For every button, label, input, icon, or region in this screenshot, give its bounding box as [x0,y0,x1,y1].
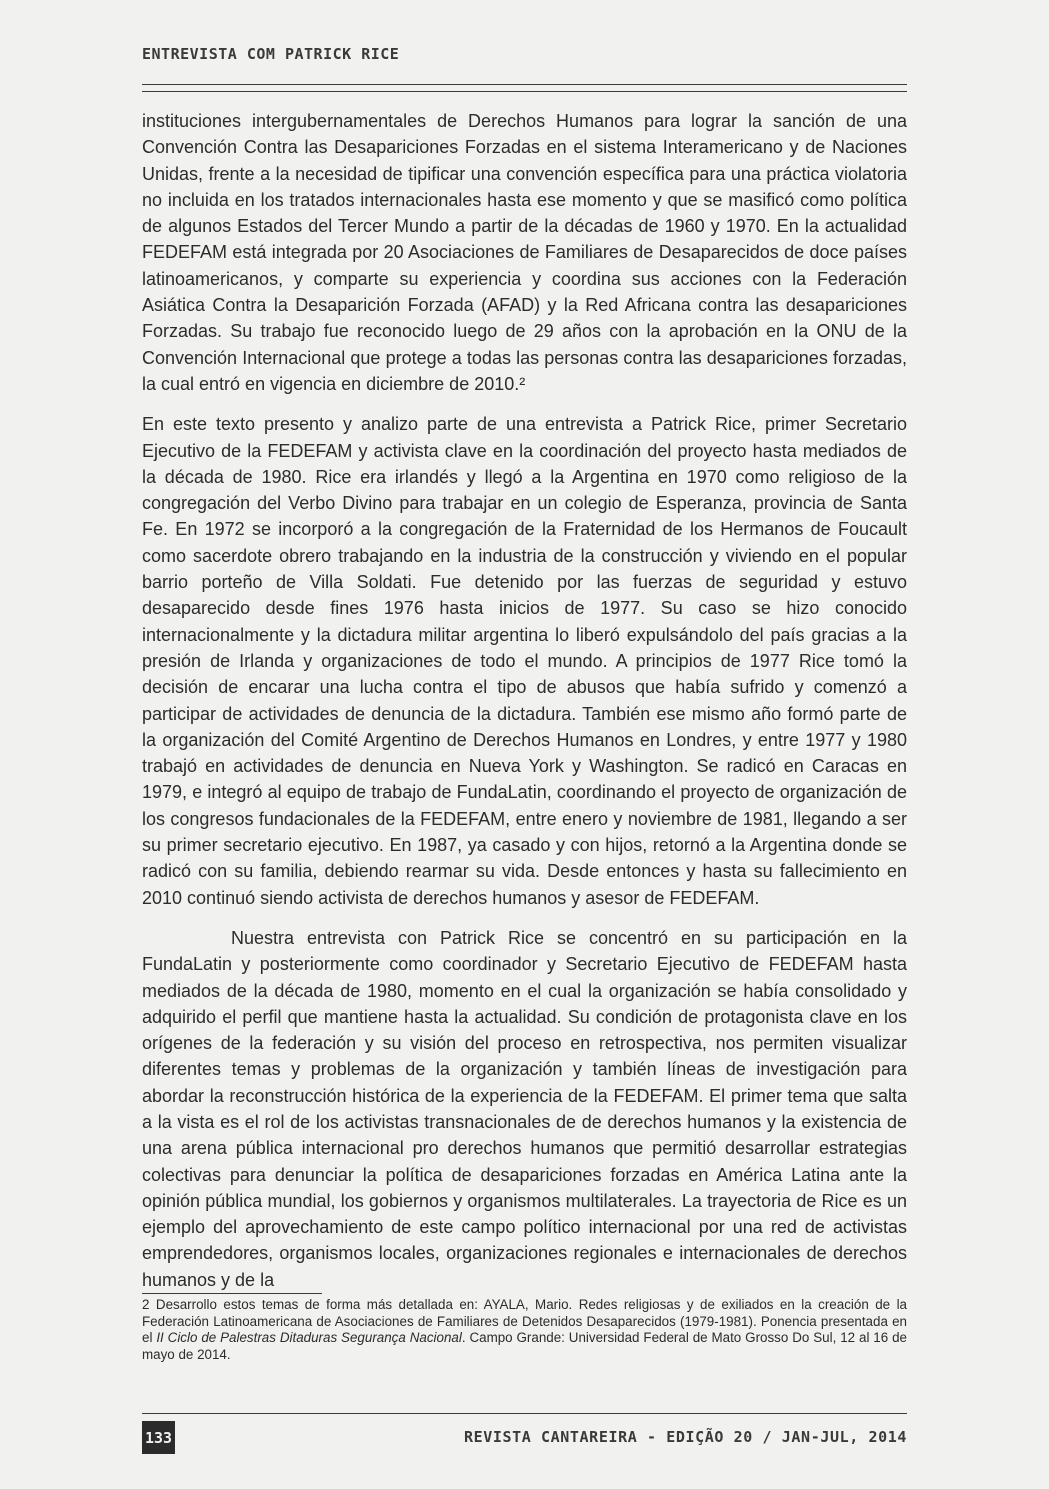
paragraph-2: En este texto presento y analizo parte de una entrevista a Patrick Rice, primer Secretario Ejecutivo de la FEDEFAM y activista clave en la coordinación del proyecto hasta mediados de la década de 1980. Rice era irlandés y llegó a la Argentina en 1970 como religioso de la congregación del Verbo Divino para trabajar en un colegio de Esperanza, provincia de Santa Fe. En 1972 se incorporó a la congregación de la Fraternidad de los Hermanos de Foucault como sacerdote obrero trabajando en la industria de la construcción y viviendo en el popular barrio porteño de Villa Soldati. Fue detenido por las fuerzas de seguridad y estuvo desaparecido desde fines 1976 hasta inicios de 1977. Su caso se hizo conocido internacionalmente y la dictadura militar argentina lo liberó expulsándolo del país gracias a la presión de Irlanda y organizaciones de todo el mundo. A principios de 1977 Rice tomó la decisión de encarar una lucha contra el tipo de abusos que había sufrido y comenzó a participar de actividades de denuncia de la dictadura. También ese mismo año formó parte de la organización del Comité Argentino de Derechos Humanos en Londres, y entre 1977 y 1980 trabajó en actividades de denuncia en Nueva York y Washington. Se radicó en Caracas en 1979, e integró al equipo de trabajo de FundaLatin, coordinando el proyecto de organización de los congresos fundacionales de la FEDEFAM, entre enero y noviembre de 1981, llegando a ser su primer secretario ejecutivo. En 1987, ya casado y con hijos, retornó a la Argentina donde se radicó con su familia, debiendo rearmar su vida. Desde entonces y hasta su fallecimiento en 2010 continuó siendo activista de derechos humanos y asesor de FEDEFAM. [142,414,907,908]
footnote-divider [142,1293,322,1294]
footer-divider [142,1413,907,1414]
page-number: 133 [142,1421,175,1454]
header-divider [142,84,907,92]
footnote-italic-title: II Ciclo de Palestras Ditaduras Segurança Nacional [156,1330,462,1345]
paragraph-3: Nuestra entrevista con Patrick Rice se concentró en su participación en la FundaLatin y posteriormente como coordinador y Secretario Ejecutivo de FEDEFAM hasta mediados de la década de 1980, momento en el cual la organización se había consolidado y adquirido el perfil que mantiene hasta la actualidad. Su condición de protagonista clave en los orígenes de la federación y su visión del proceso en retrospectiva, nos permiten visualizar diferentes temas y problemas de la organización y también líneas de investigación para abordar la reconstrucción histórica de la experiencia de la FEDEFAM. El primer tema que salta a la vista es el rol de los activistas transnacionales de de derechos humanos y la existencia de una arena pública internacional pro derechos humanos que permitió desarrollar estrategias colectivas para denunciar la política de desapariciones forzadas en América Latina ante la opinión pública mundial, los gobiernos y organismos multilaterales. La trayectoria de Rice es un ejemplo del aprovechamiento de este campo político internacional por una red de activistas emprendedores, organismos locales, organizaciones regionales e internacionales de derechos humanos y de la [142,927,907,1290]
running-header: ENTREVISTA COM PATRICK RICE [142,45,400,63]
journal-footer: REVISTA CANTAREIRA - EDIÇÃO 20 / JAN-JUL, 2014 [463,1428,907,1446]
footnote [142,1297,907,1363]
article-body [142,108,907,1307]
footnote-text: 2 Desarrollo estos temas de forma más detallada en: AYALA, Mario. Redes religiosas y de exiliados en la creación de la Federación Latinoamericana de Asociaciones de Familiares de Detenidos Desaparecidos (1979-1981). Ponencia presentada en el [142,1297,907,1345]
paragraph-1: instituciones intergubernamentales de Derechos Humanos para lograr la sanción de una Convención Contra las Desapariciones Forzadas en el sistema Interamericano y de Naciones Unidas, frente a la necesidad de tipificar una convención específica para una práctica violatoria no incluida en los tratados internacionales hasta ese momento y que se masificó como política de algunos Estados del Tercer Mundo a partir de la décadas de 1960 y 1970. En la actualidad FEDEFAM está integrada por 20 Asociaciones de Familiares de Desaparecidos de doce países latinoamericanos, y comparte su experiencia y coordina sus acciones con la Federación Asiática Contra la Desaparición Forzada (AFAD) y la Red Africana contra las desapariciones Forzadas. Su trabajo fue reconocido luego de 29 años con la aprobación en la ONU de la Convención Internacional que protege a todas las personas contra las desapariciones forzadas, la cual entró en vigencia en diciembre de 2010.² [142,111,907,394]
footnote-text-end: . Campo Grande: Universidad Federal de Mato Grosso Do Sul, 12 al 16 de mayo de 2014. [142,1330,907,1362]
